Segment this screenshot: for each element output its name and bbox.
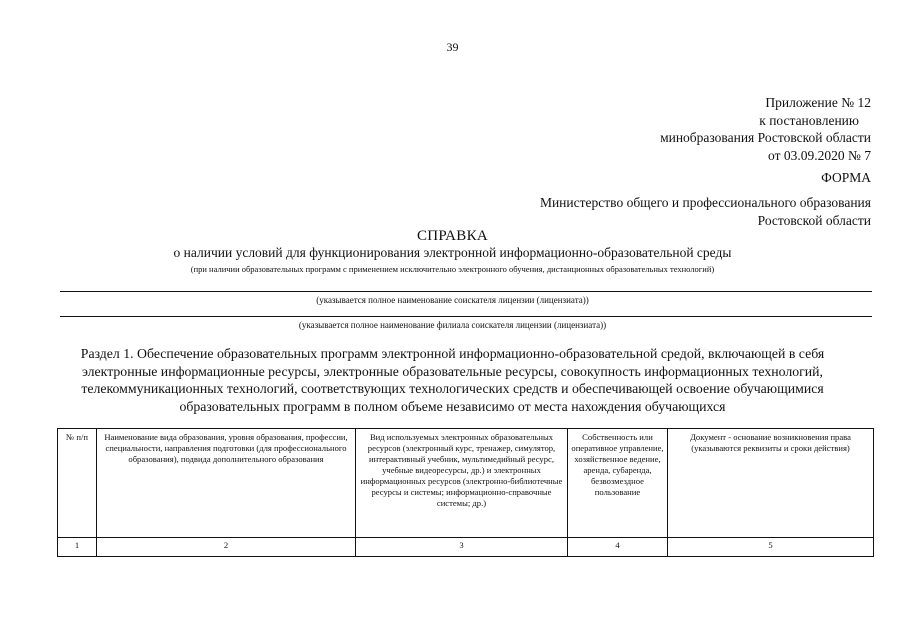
applicant-name-line	[60, 291, 872, 292]
table-cell: 3	[356, 538, 568, 557]
table-cell: 1	[58, 538, 97, 557]
section-heading: Раздел 1. Обеспечение образовательных программ электронной информационно-образовательной средой, включающей в себя электронные информационные ресурсы, электронные образовательные ресурсы, совокупность информационных технологий, телекоммуникационных технологий, соответствующих технологических средств и обеспечивающей освоение обучающимися образовательных программ в полном объеме независимо от места нахождения обучающихся	[80, 346, 825, 414]
branch-name-line	[60, 316, 872, 317]
table-header-cell: Собственность или оперативное управление, хозяйственное ведение, аренда, субаренда, безвозмездное пользование	[568, 429, 668, 538]
appendix-line: от 03.09.2020 № 7	[768, 147, 871, 163]
ministry-block	[540, 194, 871, 229]
appendix-line: Приложение № 12	[765, 95, 871, 110]
ministry-line: Ростовской области	[757, 212, 871, 228]
page-number: 39	[446, 40, 459, 54]
table-row	[58, 538, 874, 557]
applicant-caption: (указывается полное наименование соискателя лицензии (лицензиата))	[316, 295, 589, 305]
form-label: ФОРМА	[821, 170, 871, 185]
appendix-block	[660, 94, 871, 164]
document-subtitle-note: (при наличии образовательных программ с применением исключительно электронного обучения, дистанционных образовательных технологий)	[190, 264, 715, 274]
appendix-line: к постановлению	[759, 112, 859, 128]
ministry-line: Министерство общего и профессионального образования	[539, 195, 871, 210]
table-header-cell: № п/п	[58, 429, 97, 538]
table-header-cell: Наименование вида образования, уровня образования, профессии, специальности, направления подготовки (для профессионального образования), подвида дополнительного образования	[97, 429, 356, 538]
document-title: СПРАВКА	[416, 228, 489, 244]
appendix-line: минобразования Ростовской области	[660, 130, 871, 145]
document-subtitle: о наличии условий для функционирования электронной информационно-образовательной среды	[173, 245, 732, 260]
table-header-row	[58, 429, 874, 538]
resources-table	[57, 428, 874, 557]
branch-caption: (указывается полное наименование филиала соискателя лицензии (лицензиата))	[298, 320, 607, 330]
table-header-cell: Документ - основание возникновения права (указываются реквизиты и сроки действия)	[668, 429, 874, 538]
table-cell: 4	[568, 538, 668, 557]
table-header-cell: Вид используемых электронных образовательных ресурсов (электронный курс, тренажер, симулятор, интерактивный учебник, мультимедийный ресурс, учебные видеоресурсы, др.) и электронных информационных ресурсов (электронно-библиотечные ресурсы и системы; информационно-справочные системы; др.)	[356, 429, 568, 538]
table-cell: 2	[97, 538, 356, 557]
table-cell: 5	[668, 538, 874, 557]
